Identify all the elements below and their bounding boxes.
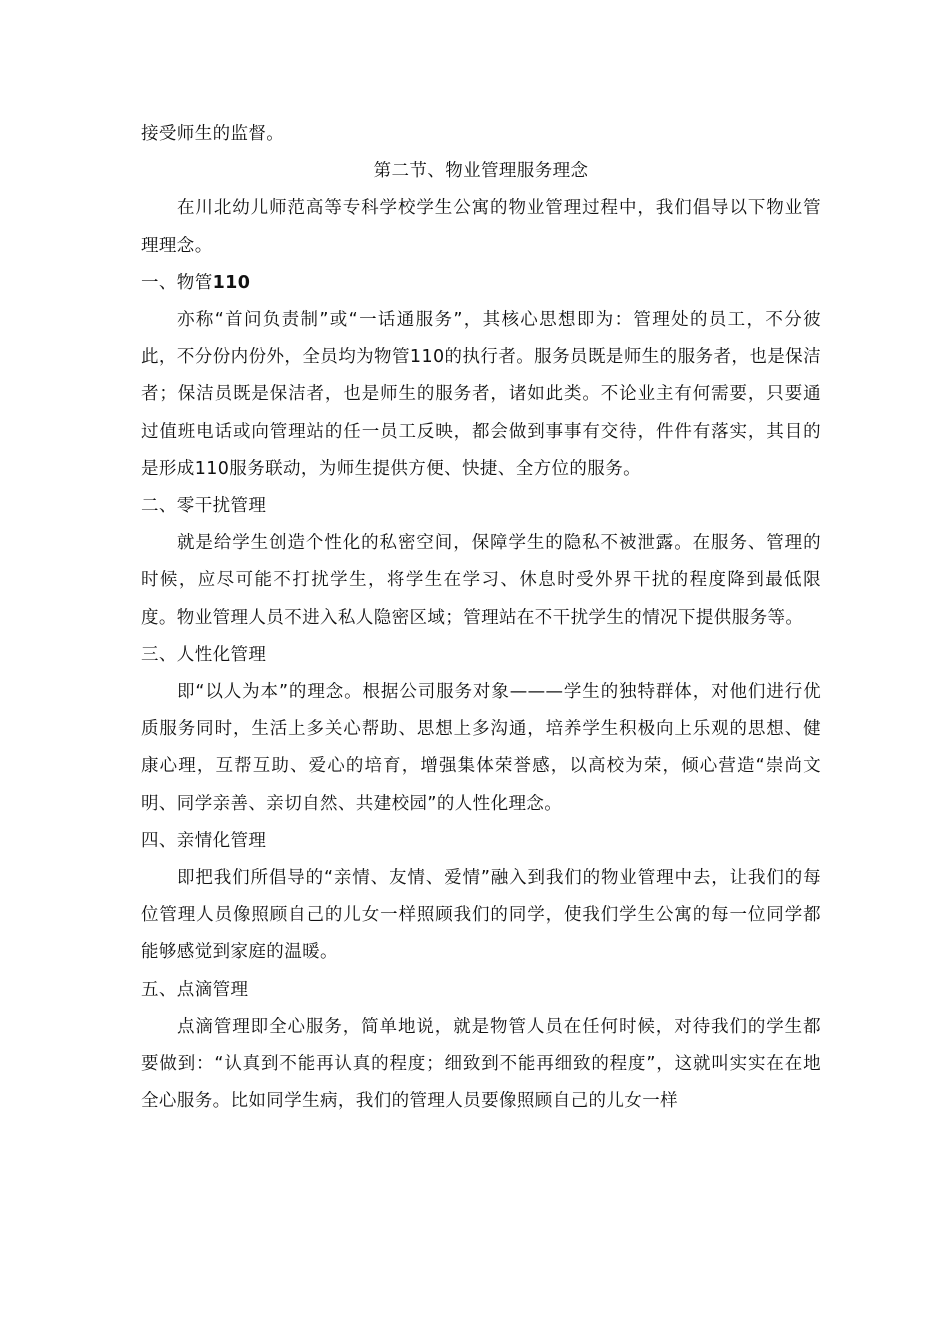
item-body-1: 亦称“首问负责制”或“一话通服务”，其核心思想即为：管理处的员工，不分彼此，不分份内份外，全员均为物管110的执行者。服务员既是师生的服务者，也是保洁者；保洁员既是保洁者，也是师生的服务者，诸如此类。不论业主有何需要，只要通过值班电话或向管理站的任一员工反映，都会做到事事有交待，件件有落实，其目的是形成110服务联动，为师生提供方便、快捷、全方位的服务。 <box>141 310 821 479</box>
item-body-4: 即把我们所倡导的“亲情、友情、爱情”融入到我们的物业管理中去，让我们的每位管理人员像照顾自己的儿女一样照顾我们的同学，使我们学生公寓的每一位同学都能够感觉到家庭的温暖。 <box>141 868 821 963</box>
lead-line: 接受师生的监督。 <box>141 124 285 144</box>
section-title: 第二节、物业管理服务理念 <box>373 161 589 182</box>
item-heading-1-prefix: 一、物管 <box>141 272 213 293</box>
item-heading-2: 二、零干扰管理 <box>141 496 267 517</box>
item-body-3: 即“以人为本”的理念。根据公司服务对象———学生的独特群体，对他们进行优质服务同时，生活上多关心帮助、思想上多沟通，培养学生积极向上乐观的思想、健康心理，互帮互助、爱心的培育，增强集体荣誉感，以高校为荣，倾心营造“崇尚文明、同学亲善、亲切自然、共建校园”的人性化理念。 <box>141 682 821 814</box>
item-heading-4: 四、亲情化管理 <box>141 830 267 851</box>
item-heading-1-number: 110 <box>212 272 251 293</box>
intro-paragraph: 在川北幼儿师范高等专科学校学生公寓的物业管理过程中，我们倡导以下物业管理理念。 <box>141 198 821 256</box>
item-heading-3: 三、人性化管理 <box>141 644 267 665</box>
document-body <box>141 116 821 1120</box>
item-heading-1 <box>141 265 821 302</box>
item-body-5: 点滴管理即全心服务，简单地说，就是物管人员在任何时候，对待我们的学生都要做到：“认真到不能再认真的程度；细致到不能再细致的程度”，这就叫实实在在地全心服务。比如同学生病，我们的管理人员要像照顾自己的儿女一样 <box>141 1016 821 1112</box>
item-heading-5: 五、点滴管理 <box>141 979 249 1000</box>
item-body-2: 就是给学生创造个性化的私密空间，保障学生的隐私不被泄露。在服务、管理的时候，应尽可能不打扰学生，将学生在学习、休息时受外界干扰的程度降到最低限度。物业管理人员不进入私人隐密区域；管理站在不干扰学生的情况下提供服务等。 <box>141 533 821 628</box>
